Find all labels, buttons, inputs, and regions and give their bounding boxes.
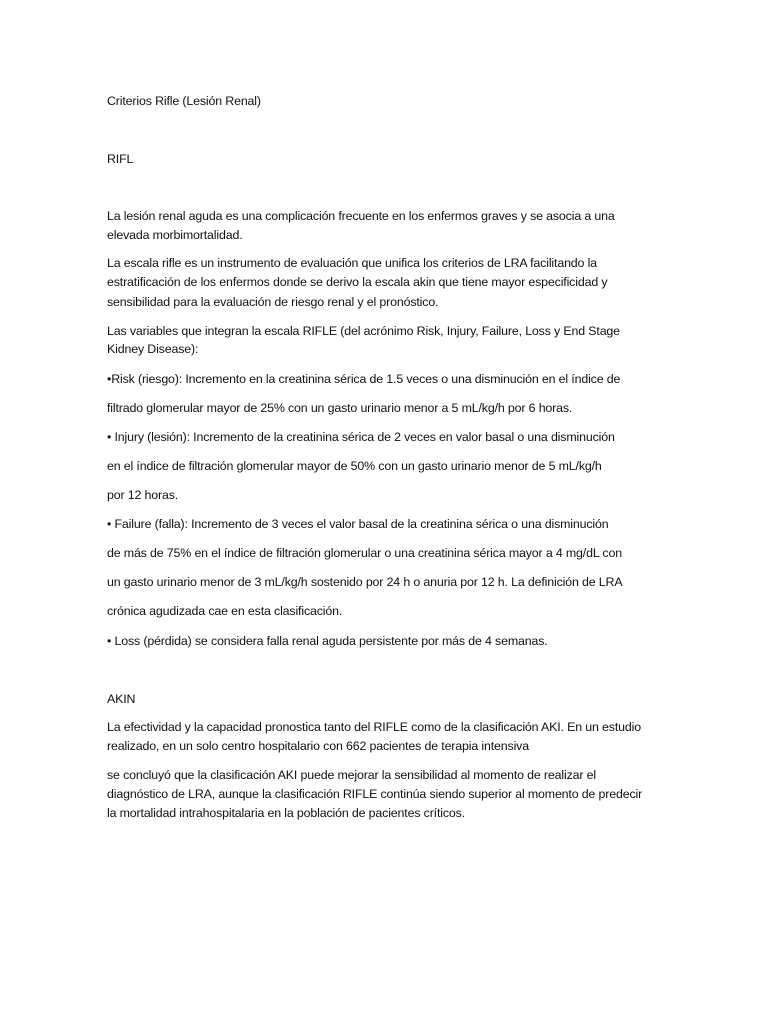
paragraph-variables-line-1: Las variables que integran la escala RIFLE (del acrónimo Risk, Injury, Failure, Loss y End Stage bbox=[107, 324, 620, 338]
bullet-risk-line-2: filtrado glomerular mayor de 25% con un gasto urinario menor a 5 mL/kg/h por 6 horas. bbox=[107, 401, 573, 415]
paragraph-effectiveness-line-1: La efectividad y la capacidad pronostica tanto del RIFLE como de la clasificación AKI. En un estudio bbox=[107, 720, 641, 734]
paragraph-conclusion-line-2: diagnóstico de LRA, aunque la clasificación RIFLE continúa siendo superior al momento de predecir bbox=[107, 787, 643, 801]
paragraph-scale-line-2: estratificación de los enfermos donde se derivo la escala akin que tiene mayor especificidad y bbox=[107, 275, 608, 289]
bullet-injury-line-1: • Injury (lesión): Incremento de la creatinina sérica de 2 veces en valor basal o una disminución bbox=[107, 430, 615, 444]
paragraph-scale-line-1: La escala rifle es un instrumento de evaluación que unifica los criterios de LRA facilitando la bbox=[107, 256, 597, 270]
paragraph-conclusion-line-1: se concluyó que la clasificación AKI puede mejorar la sensibilidad al momento de realizar el bbox=[107, 768, 596, 782]
bullet-failure-line-1: • Failure (falla): Incremento de 3 veces el valor basal de la creatinina sérica o una disminución bbox=[107, 517, 609, 531]
bullet-injury-line-2: en el índice de filtración glomerular mayor de 50% con un gasto urinario menor de 5 mL/kg/h bbox=[107, 459, 602, 473]
heading-akin: AKIN bbox=[107, 692, 136, 706]
bullet-failure-line-4: crónica agudizada cae en esta clasificación. bbox=[107, 604, 343, 618]
heading-rifl: RIFL bbox=[107, 152, 134, 166]
paragraph-intro-line-1: La lesión renal aguda es una complicación frecuente en los enfermos graves y se asocia a una bbox=[107, 209, 615, 223]
bullet-failure-line-2: de más de 75% en el índice de filtración glomerular o una creatinina sérica mayor a 4 mg/dL con bbox=[107, 546, 622, 560]
paragraph-intro-line-2: elevada morbimortalidad. bbox=[107, 228, 243, 242]
bullet-risk-line-1: •Risk (riesgo): Incremento en la creatinina sérica de 1.5 veces o una disminución en el índice de bbox=[107, 372, 621, 386]
bullet-failure-line-3: un gasto urinario menor de 3 mL/kg/h sostenido por 24 h o anuria por 12 h. La definición de LRA bbox=[107, 575, 623, 589]
document-title: Criterios Rifle (Lesión Renal) bbox=[107, 94, 261, 108]
paragraph-scale-line-3: sensibilidad para la evaluación de riesgo renal y el pronóstico. bbox=[107, 295, 439, 309]
bullet-injury-line-3: por 12 horas. bbox=[107, 488, 179, 502]
paragraph-conclusion-line-3: la mortalidad intrahospitalaria en la población de pacientes críticos. bbox=[107, 806, 465, 820]
paragraph-effectiveness-line-2: realizado, en un solo centro hospitalario con 662 pacientes de terapia intensiva bbox=[107, 739, 529, 753]
paragraph-variables-line-2: Kidney Disease): bbox=[107, 342, 199, 356]
bullet-loss-line-1: • Loss (pérdida) se considera falla renal aguda persistente por más de 4 semanas. bbox=[107, 634, 548, 648]
